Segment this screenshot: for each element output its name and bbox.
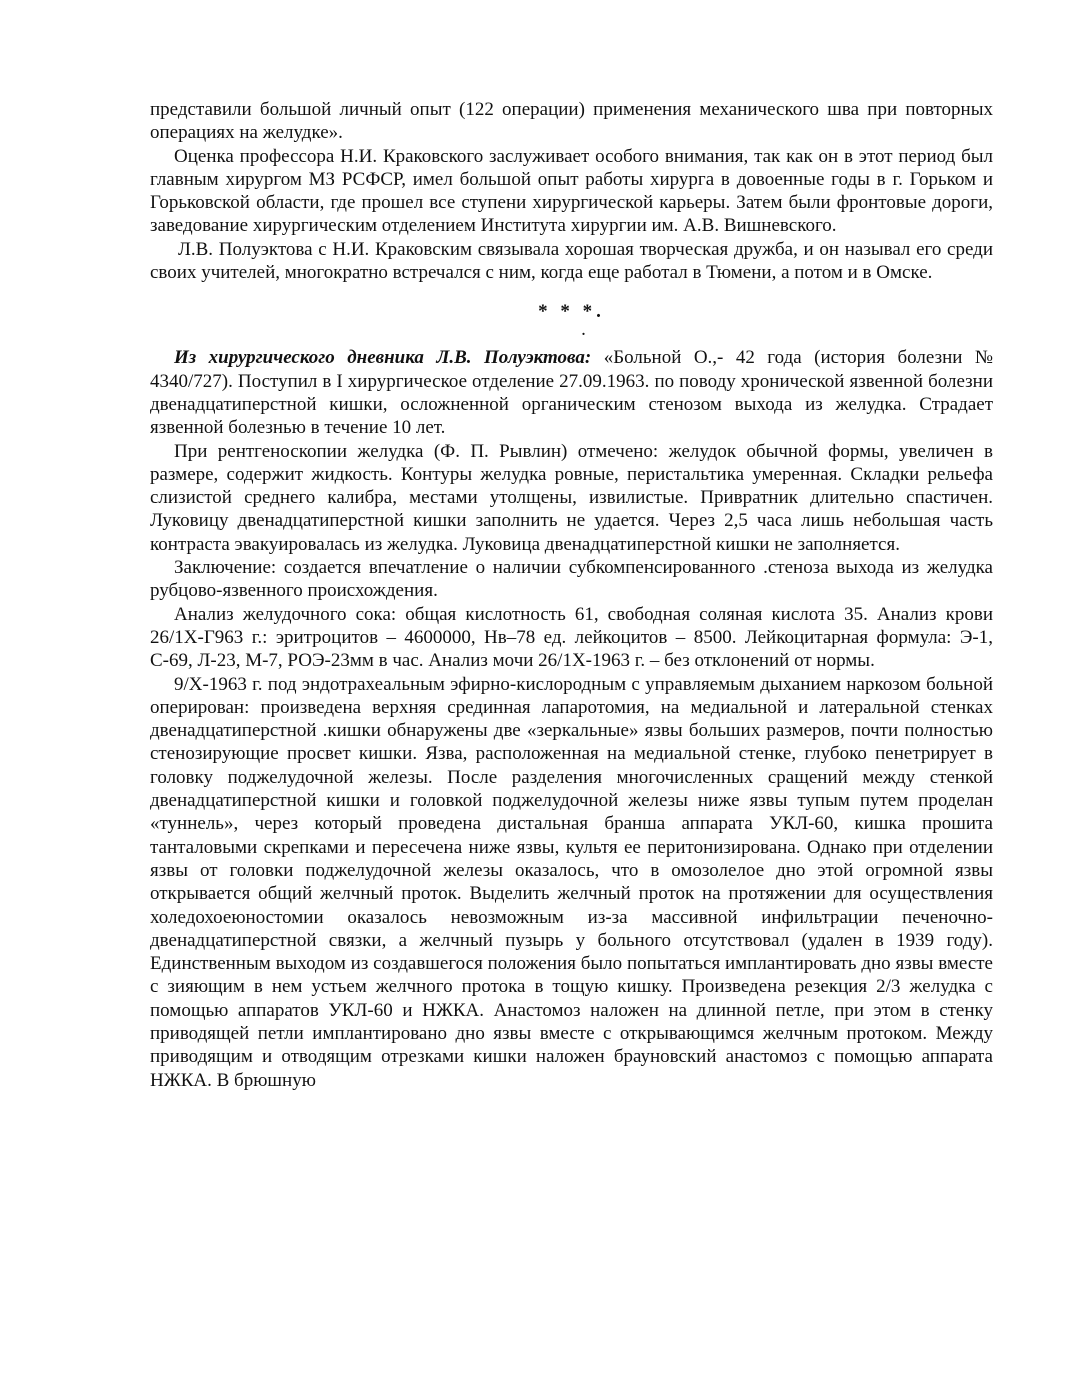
paragraph-continuation: представили большой личный опыт (122 операции) применения механического шва при повторных операциях на желудке». [150, 99, 993, 144]
diary-lead-heading: Из хирургического дневника Л.В. Полуэктова: [174, 347, 592, 369]
section-separator-dot: . [581, 319, 586, 341]
paragraph-krakovsky-assessment: Оценка профессора Н.И. Краковского заслуживает особого внимания, так как он в этот период был главным хирургом МЗ РСФСР, имел большой опыт работы хирурга в довоенные годы в г. Горьком и Горьковской области, где прошел все ступени хирургической карьеры. Затем были фронтовые дороги, заведование хирургическим отделением Института хирургии им. А.В. Вишневского. [150, 145, 993, 237]
paragraph-diary-entry [150, 346, 993, 439]
paragraph-conclusion: Заключение: создается впечатление о наличии субкомпенсированного .стеноза выхода из желудка рубцово-язвенного происхождения. [150, 557, 993, 602]
paragraph-friendship: Л.В. Полуэктова с Н.И. Краковским связывала хорошая творческая дружба, и он называл его среди своих учителей, многократно встречался с ним, когда еще работал в Тюмени, а потом и в Омске. [150, 238, 993, 284]
paragraph-lab-analysis: Анализ желудочного сока: общая кислотность 61, свободная соляная кислота 35. Анализ крови 26/1Х-Г963 г.: эритроцитов – 4600000, Нв–78 ед. лейкоцитов – 8500. Лейкоцитарная формула: Э-1, С-69, Л-23, М-7, РОЭ-23мм в час. Анализ мочи 26/1Х-1963 г. – без отклонений от нормы. [150, 603, 993, 672]
diary-entry-text: «Больной О.,- 42 года (история болезни № 4340/727). Поступил в I хирургическое отделение 27.09.1963. по поводу хронической язвенной болезни двенадцатиперстной кишки, осложненной органическим стенозом выхода из желудка. Страдает язвенной болезнью в течение 10 лет. [150, 347, 994, 439]
paragraph-xray: При рентгеноскопии желудка (Ф. П. Рывлин) отмечено: желудок обычной формы, увеличен в размере, содержит жидкость. Контуры желудка ровные, перистальтика умеренная. Складки рельефа слизистой среднего калибра, местами утолщены, извилистые. Привратник длительно спастичен. Луковицу двенадцатиперстной кишки заполнить не удается. Через 2,5 часа лишь небольшая часть контраста эвакуировалась из желудка. Луковица двенадцатиперстной кишки не заполняется. [150, 440, 993, 555]
section-separator-stars: * * *. [538, 301, 605, 323]
document-page [150, 98, 993, 1092]
paragraph-operation: 9/Х-1963 г. под эндотрахеальным эфирно-кислородным с управляемым дыханием наркозом больной оперирован: произведена верхняя срединная лапаротомия, на медиальной и латеральной стенках двенадцатиперстной .кишки обнаружены две «зеркальные» язвы больших размеров, почти полностью стенозирующие просвет кишки. Язва, расположенная на медиальной стенке, глубоко пенетрирует в головку поджелудочной железы. После разделения многочисленных сращений между стенкой двенадцатиперстной кишки и головкой поджелудочной железы ниже язвы тупым путем проделан «туннель», через который проведена дистальная бранша аппарата УКЛ-60, кишка прошита танталовыми скрепками и пересечена ниже язвы, культя ее перитонизирована. Однако при отделении язвы от головки поджелудочной железы оказалось, что в омозолелое дно этой огромной язвы открывается общий желчный проток. Выделить желчный проток на протяжении для осуществления холедохоеюностомии оказалось невозможным из-за массивной инфильтрации печеночно-двенадцатиперстной связки, а желчный пузырь у больного отсутствовал (удален в 1939 году). Единственным выходом из создавшегося положения было попытаться имплантировать дно язвы вместе с зияющим в нем устьем желчного протока в тощую кишку. Произведена резекция 2/3 желудка с помощью аппаратов УКЛ-60 и НЖКА. Анастомоз наложен на длинной петле, при этом в стенку приводящей петли имплантировано дно язвы вместе с открывающимся желчным протоком. Между приводящим и отводящим отрезками кишки наложен брауновский анастомоз с помощью аппарата НЖКА. В брюшную [150, 673, 993, 1091]
